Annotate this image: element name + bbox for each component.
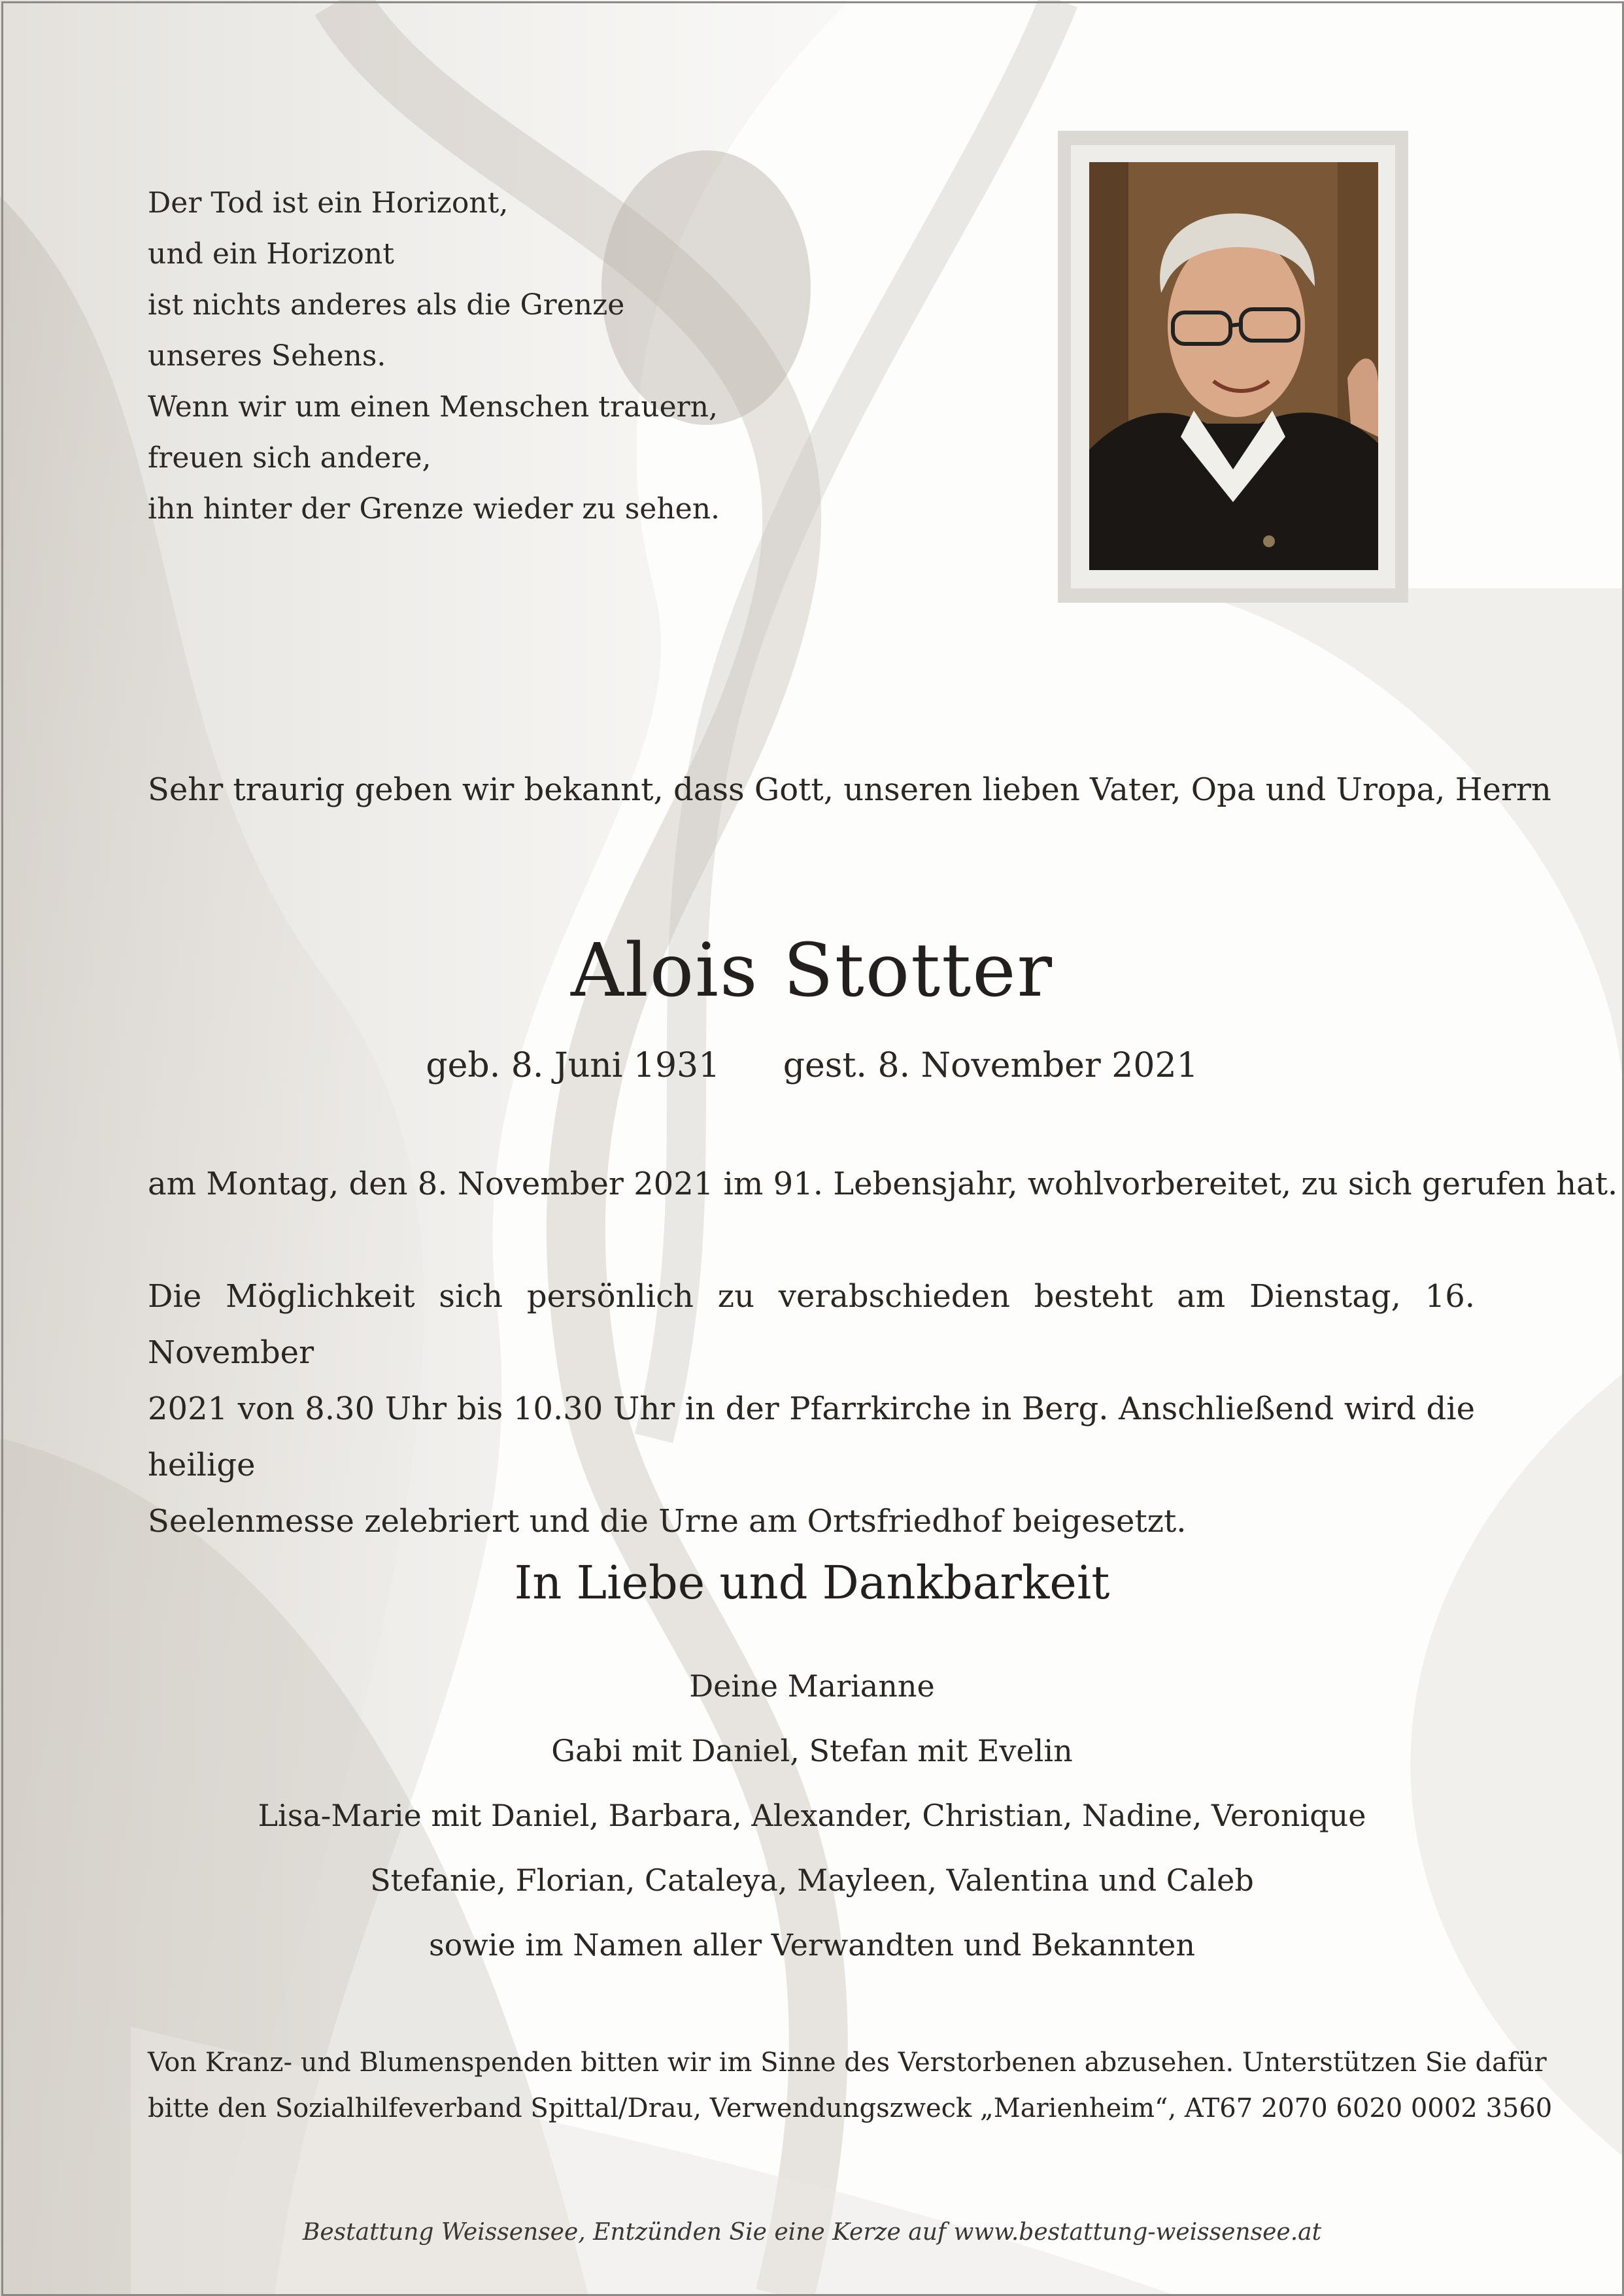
poem-line: Der Tod ist ein Horizont, — [148, 186, 509, 220]
mourner-line: Lisa-Marie mit Daniel, Barbara, Alexander, Christian, Nadine, Veronique — [258, 1798, 1366, 1833]
poem-line: ihn hinter der Grenze wieder zu sehen. — [148, 492, 720, 526]
signoff-heading: In Liebe und Dankbarkeit — [514, 1556, 1110, 1610]
poem-line: und ein Horizont — [148, 237, 394, 271]
funeral-home-footer: Bestattung Weissensee, Entzünden Sie eine Kerze auf www.bestattung-weissensee.at — [302, 2219, 1322, 2246]
farewell-line: Seelenmesse zelebriert und die Urne am Ortsfriedhof beigesetzt. — [148, 1503, 1187, 1540]
death-notice-paragraph: am Montag, den 8. November 2021 im 91. Lebensjahr, wohlvorbereitet, zu sich gerufen hat. — [148, 1166, 1618, 1202]
birth-date: geb. 8. Juni 1931 — [426, 1046, 720, 1085]
poem-line: unseres Sehens. — [148, 339, 386, 373]
deceased-name: Alois Stotter — [570, 928, 1054, 1013]
announcement-intro: Sehr traurig geben wir bekannt, dass Gott, unseren lieben Vater, Opa und Uropa, Herrn — [148, 771, 1551, 808]
mourner-line: sowie im Namen aller Verwandten und Bekannten — [429, 1927, 1195, 1963]
poem-line: Wenn wir um einen Menschen trauern, — [148, 390, 718, 424]
poem-line: ist nichts anderes als die Grenze — [148, 288, 625, 322]
mourners-list — [0, 1654, 1624, 1978]
life-dates — [0, 1046, 1624, 1085]
farewell-paragraph — [148, 1268, 1475, 1549]
poem — [148, 178, 720, 535]
farewell-line: Die Möglichkeit sich persönlich zu verabschieden besteht am Dienstag, 16. November — [148, 1278, 1475, 1371]
mourner-line: Gabi mit Daniel, Stefan mit Evelin — [551, 1733, 1073, 1768]
donation-line: Von Kranz- und Blumenspenden bitten wir im Sinne des Verstorbenen abzusehen. Unterstützen Sie dafür — [148, 2048, 1547, 2078]
portrait-photo — [1089, 162, 1378, 570]
mourner-line: Deine Marianne — [689, 1668, 935, 1704]
portrait-frame — [1058, 131, 1408, 603]
mourner-line: Stefanie, Florian, Cataleya, Mayleen, Valentina und Caleb — [370, 1863, 1254, 1898]
death-date: gest. 8. November 2021 — [783, 1046, 1198, 1085]
poem-line: freuen sich andere, — [148, 441, 431, 475]
farewell-line: 2021 von 8.30 Uhr bis 10.30 Uhr in der Pfarrkirche in Berg. Anschließend wird die heilige — [148, 1391, 1475, 1483]
donation-line: bitte den Sozialhilfeverband Spittal/Drau, Verwendungszweck „Marienheim“, AT67 2070 6020 0002 3560 — [148, 2093, 1553, 2123]
donation-note — [148, 2040, 1552, 2131]
